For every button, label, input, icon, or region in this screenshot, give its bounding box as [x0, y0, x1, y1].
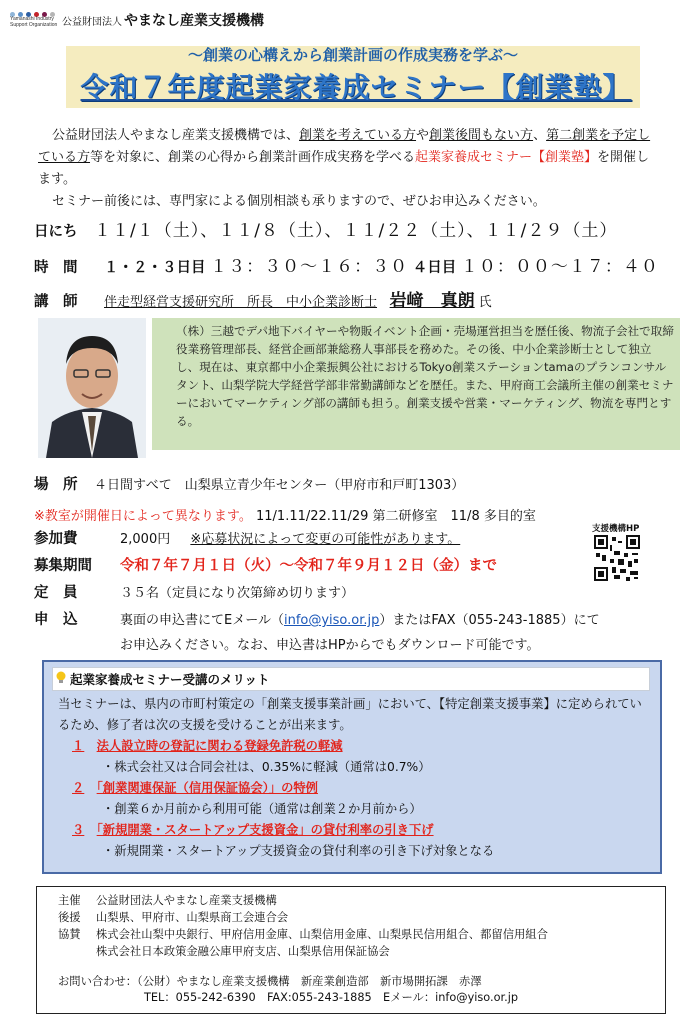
lecturer-row: 講 師 伴走型経営支援研究所 所長 中小企業診断士 岩﨑 真朗 氏 [34, 291, 492, 311]
merit-detail: ・創業６か月前から利用可能（通常は創業２か月前から） [102, 802, 422, 816]
apply-row: 申 込 裏面の申込書にてEメール（info@yiso.or.jp）またはFAX（055-243-1885）にて [34, 612, 600, 628]
capacity-row: 定 員 ３５名（定員になり次第締め切ります） [34, 585, 355, 601]
lightbulb-icon [56, 670, 66, 684]
period-row: 募集期間 令和７年７月１日（火）～令和７年９月１２日（金）まで [34, 558, 497, 574]
page-title: 令和７年度起業家養成セミナー【創業塾】 [80, 71, 632, 104]
intro-text: 公益財団法人やまなし産業支援機構では、創業を考えている方や創業後間もない方、第二創業を予定している方等を対象に、創業の心得から創業計画作成実務を学べる起業家養成セミナー【創業塾】を開催します。 セミナー前後には、専門家による個別相談も承りますので、ぜひお申込みください。 [38, 128, 651, 209]
org-name: 公益財団法人 やまなし産業支援機構 [62, 13, 264, 29]
dates-row: 日にち １１/１（土）、１１/８（土）、１１/２２（土）、１１/２９（土） [34, 221, 618, 241]
time-row: 時 間 １・２・３日目 １３：３０～１６：３０ ４日目 １０：００～１７：４０ [34, 257, 659, 277]
merit-title: 起業家養成セミナー受講のメリット [70, 672, 270, 687]
merit-detail: ・新規開業・スタートアップ支援資金の貸付利率の引き下げ対象となる [102, 844, 495, 858]
place-row: 場 所 ４日間すべて 山梨県立青少年センター（甲府市和戸町1303） [34, 477, 465, 493]
qr-code[interactable] [594, 535, 640, 581]
logo-english-text: Yamanashi Industry Support Organization [10, 16, 58, 28]
lecturer-bio: （株）三越でデパ地下バイヤーや物販イベント企画・売場運営担当を歴任後、物流子会社で取締役業務管理部長、経営企画部兼総務人事部長を務めた。その後、中小企業診断士として独立し、現在は、東京都中小企業振興公社におけるTokyo創業ステーションtamaのプランコンサルタント、山梨学院大学経営学部非常勤講師などを歴任。また、甲府商工会議所主催の創業セミナーにおいてマーケティング部の講師も担う。創業支援や営業・マーケティング、物流を専門とする。 [176, 324, 674, 428]
fee-row: 参加費 2,000円 ※応募状況によって変更の可能性があります。 [34, 531, 461, 547]
email-link[interactable]: info@yiso.or.jp [283, 613, 380, 628]
apply-row-2: お申込みください。なお、申込書はHPからでもダウンロード可能です。 [120, 638, 540, 653]
footer-contact: お問い合わせ：（公財）やまなし産業支援機構 新産業創造部 新市場開拓課 赤澤 TEL：055-242-6390 FAX:055-243-1885 Eメール：info@yiso.or.jp [58, 975, 519, 1004]
merit-detail: ・株式会社又は合同会社は、0.35%に軽減（通常は0.7%） [102, 760, 431, 774]
footer-sponsors: 主催 公益財団法人やまなし産業支援機構 後援 山梨県、甲府市、山梨県商工会連合会 協賛 株式会社山梨中央銀行、甲府信用金庫、山梨信用金庫、山梨県民信用組合、都留信用組合 株式会社日本政策金融公庫甲府支店、山梨県信用保証協会 [58, 894, 548, 958]
merit-body [58, 694, 648, 862]
page-subtitle: ～創業の心構えから創業計画の作成実務を学ぶ～ [187, 46, 518, 64]
merit-item: ２ 「創業関連保証（信用保証協会）」の特例 [72, 781, 318, 795]
merit-intro: 当セミナーは、県内の市町村策定の「創業支援事業計画」において、【特定創業支援事業】に定められているため、修了者は次の支援を受けることが出来ます。 [58, 697, 642, 732]
qr-label: 支援機構HP [592, 524, 640, 534]
merit-item: ３ 「新規開業・スタートアップ支援資金」の貸付利率の引き下げ [72, 823, 434, 837]
merit-item: １ 法人設立時の登記に関わる登録免許税の軽減 [72, 739, 343, 753]
lecturer-photo [38, 318, 146, 458]
room-note: ※教室が開催日によって異なります。 11/1.11/22.11/29 第二研修室 11/8 多目的室 [34, 509, 536, 524]
